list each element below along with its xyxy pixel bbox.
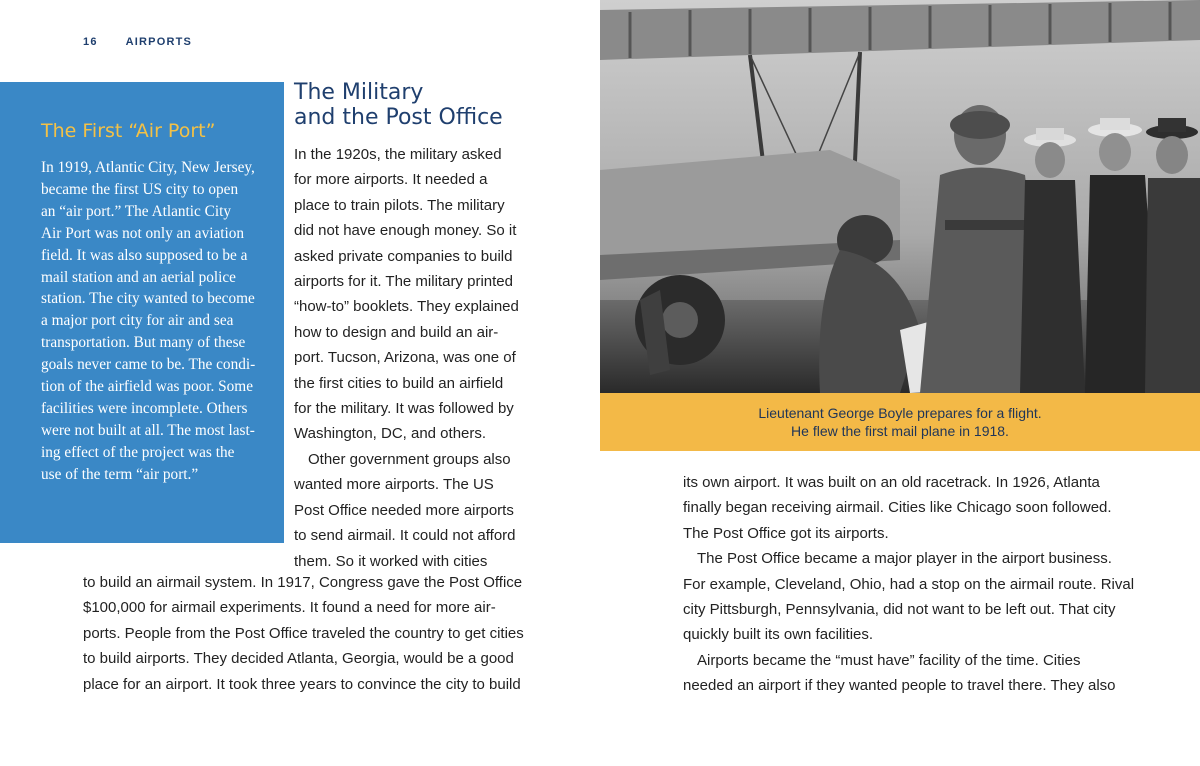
body-line: airports for it. The military printed	[294, 273, 513, 291]
body-line: place to train pilots. The military	[294, 196, 505, 214]
sidebar-line: In 1919, Atlantic City, New Jersey,	[41, 159, 255, 176]
body-line: place for an airport. It took three years to convince the city to build	[83, 675, 521, 693]
body-line: Washington, DC, and others.	[294, 425, 487, 443]
body-line: quickly built its own facilities.	[683, 626, 874, 644]
body-line: city Pittsburgh, Pennsylvania, did not want to be left out. That city	[683, 601, 1116, 619]
sidebar-title: The First “Air Port”	[41, 120, 216, 142]
photo-caption	[600, 393, 1200, 451]
middle-column-text	[294, 142, 519, 574]
sidebar-text	[41, 157, 277, 486]
running-title: AIRPORTS	[125, 36, 193, 48]
sidebar-line: ing effect of the project was the	[41, 443, 235, 461]
body-line: “how-to” booklets. They explained	[294, 298, 519, 316]
body-line: to send airmail. It could not afford	[294, 527, 516, 545]
body-line: ports. People from the Post Office traveled the country to get cities	[83, 624, 524, 642]
body-line: the first cities to build an airfield	[294, 374, 504, 392]
body-line: $100,000 for airmail experiments. It found a need for more air-	[83, 599, 496, 617]
body-line: asked private companies to build	[294, 247, 513, 265]
bottom-column-text	[83, 570, 524, 697]
sidebar-line: a major port city for air and sea	[41, 312, 234, 330]
section-title-line: The Military	[294, 80, 424, 105]
body-line: wanted more airports. The US	[294, 476, 494, 494]
caption-line: He flew the first mail plane in 1918.	[791, 423, 1009, 439]
running-header	[83, 36, 192, 48]
section-title	[294, 80, 503, 130]
page-number: 16	[83, 36, 98, 48]
body-line: needed an airport if they wanted people to travel there. They also	[683, 677, 1116, 695]
sidebar-line: use of the term “air port.”	[41, 465, 199, 483]
body-line: how to design and build an air-	[294, 323, 499, 341]
body-line: The Post Office became a major player in the airport business.	[697, 550, 1112, 568]
right-column-text	[683, 470, 1134, 699]
body-line: its own airport. It was built on an old racetrack. In 1926, Atlanta	[683, 474, 1100, 491]
body-line: them. So it worked with cities	[294, 552, 488, 570]
body-line: to build airports. They decided Atlanta, Georgia, would be a good	[83, 650, 514, 668]
body-line: did not have enough money. So it	[294, 222, 517, 240]
caption-line: Lieutenant George Boyle prepares for a flight.	[758, 405, 1042, 421]
sidebar-line: tion of the airfield was poor. Some	[41, 378, 253, 396]
body-line: Airports became the “must have” facility of the time. Cities	[697, 651, 1081, 669]
sidebar-line: were not built at all. The most last-	[41, 421, 255, 439]
body-line: Other government groups also	[308, 450, 511, 468]
sidebar-line: facilities were incomplete. Others	[41, 399, 248, 417]
body-line: Post Office needed more airports	[294, 501, 514, 519]
sidebar-line: goals never came to be. The condi-	[41, 356, 256, 374]
historic-biplane-photo	[600, 0, 1200, 393]
sidebar-line: field. It was also supposed to be a	[41, 246, 248, 264]
section-title-line: and the Post Office	[294, 105, 503, 130]
body-line: The Post Office got its airports.	[683, 524, 889, 542]
body-line: In the 1920s, the military asked	[294, 146, 502, 163]
sidebar-line: became the first US city to open	[41, 180, 239, 198]
sidebar-line: station. The city wanted to become	[41, 290, 255, 308]
body-line: for more airports. It needed a	[294, 171, 488, 189]
body-line: port. Tucson, Arizona, was one of	[294, 349, 516, 367]
sidebar-line: transportation. But many of these	[41, 334, 246, 352]
sidebar-line: an “air port.” The Atlantic City	[41, 202, 232, 220]
body-line: finally began receiving airmail. Cities like Chicago soon followed.	[683, 499, 1112, 517]
sidebar-line: mail station and an aerial police	[41, 268, 236, 286]
sidebar-line: Air Port was not only an aviation	[41, 224, 245, 242]
body-line: for the military. It was followed by	[294, 400, 514, 418]
body-line: to build an airmail system. In 1917, Congress gave the Post Office	[83, 574, 523, 591]
body-line: For example, Cleveland, Ohio, had a stop on the airmail route. Rival	[683, 575, 1135, 593]
